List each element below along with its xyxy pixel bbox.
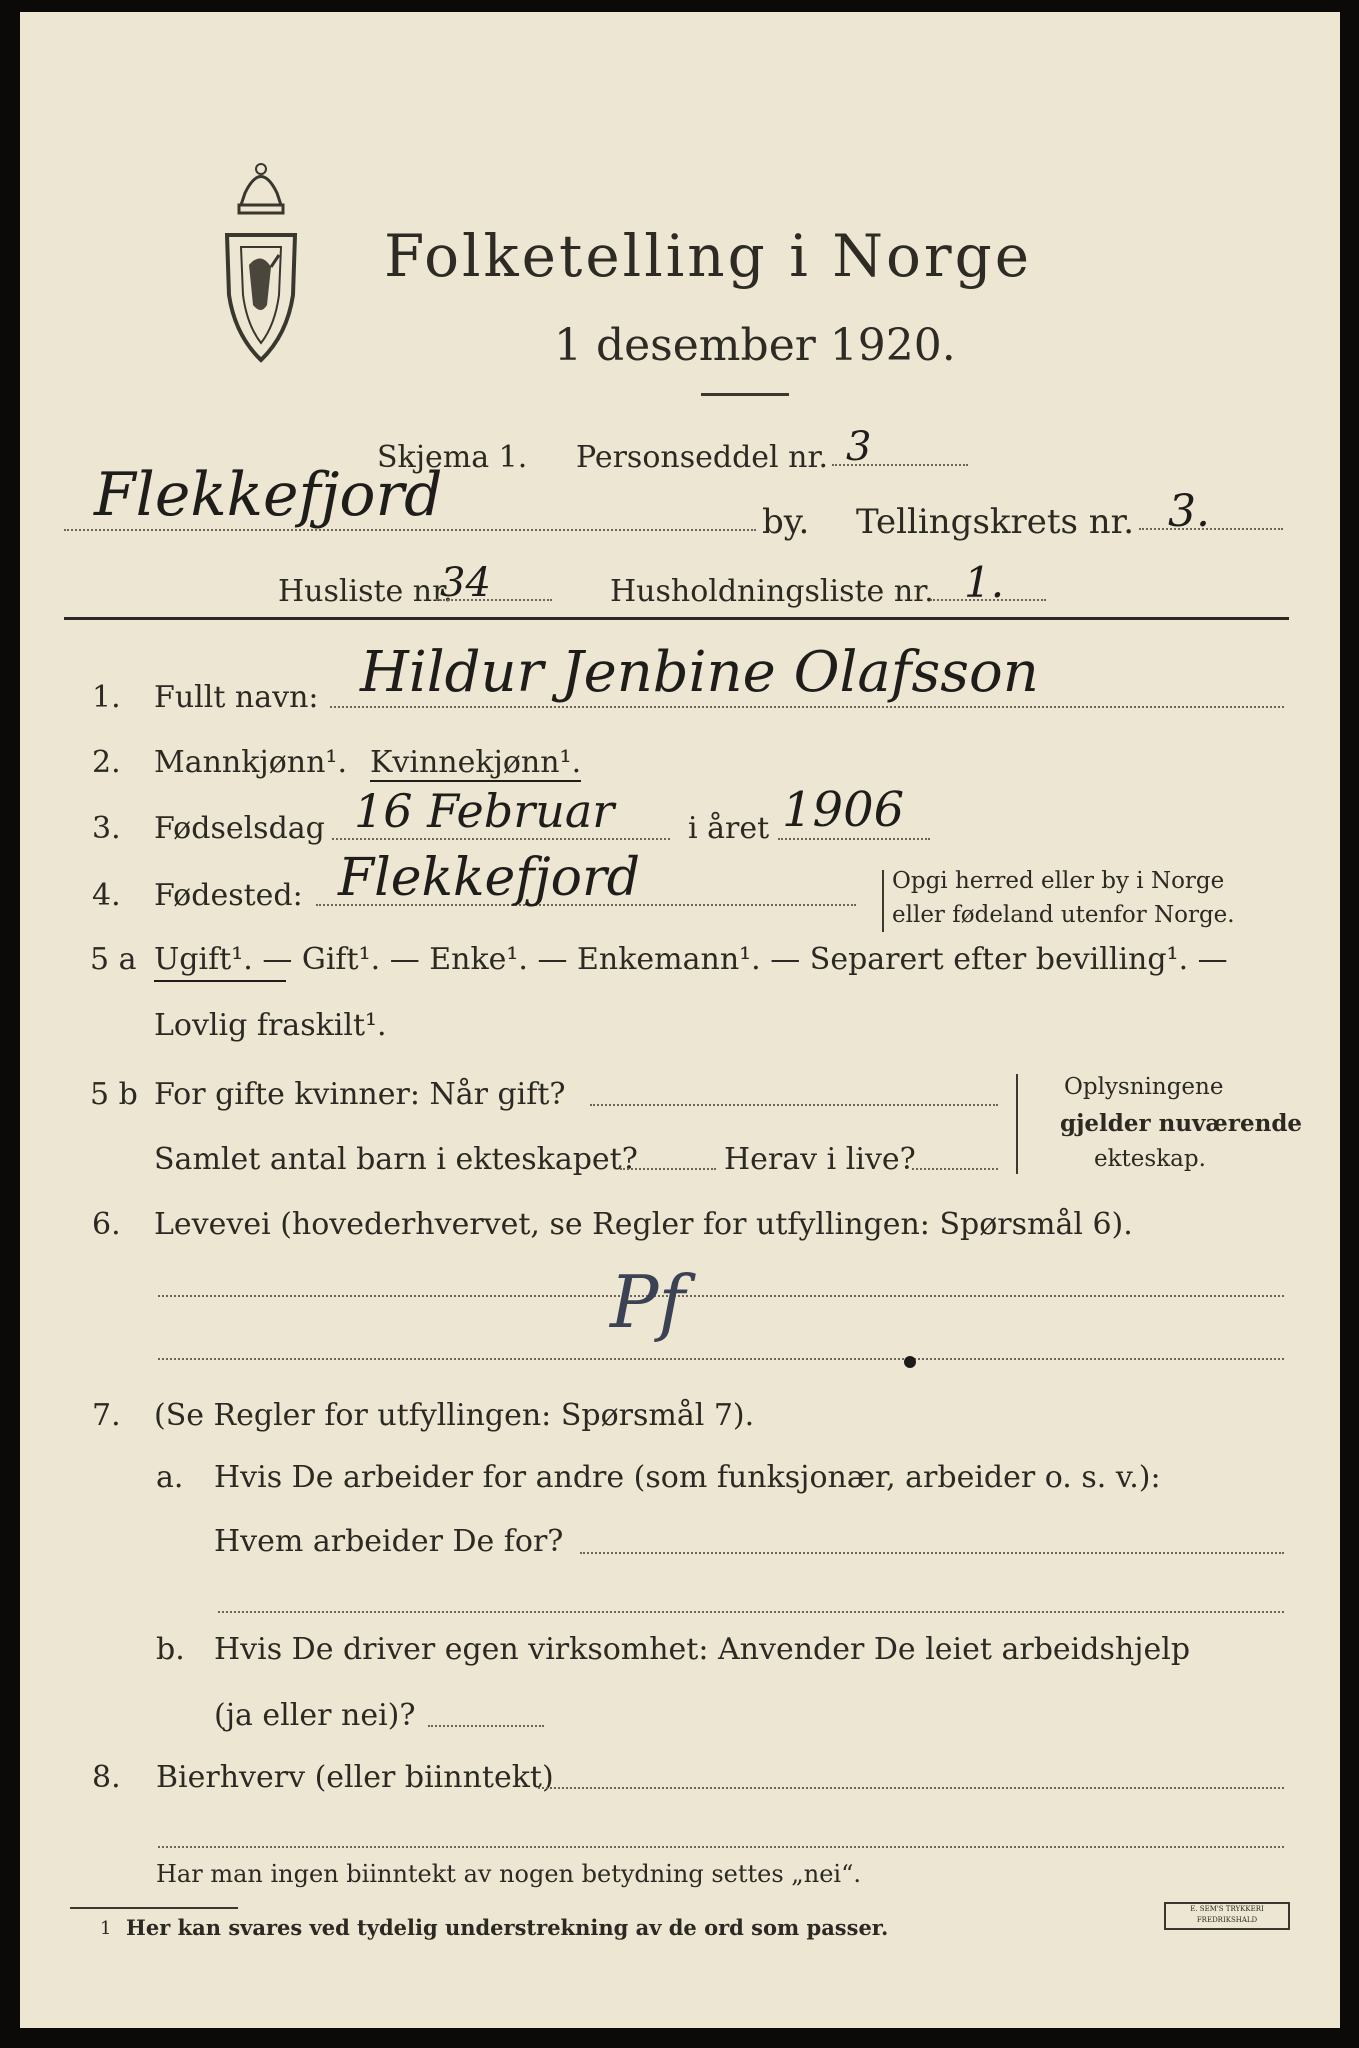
by-label: by. [762,502,810,542]
q3-number: 3. [92,811,121,846]
q8-number: 8. [92,1760,121,1795]
q3-label: Fødselsdag [154,811,325,846]
q8-label: Bierhverv (eller biinntekt) [156,1760,554,1795]
q1-label: Fullt navn: [154,680,319,715]
q8-answer-line-1 [538,1787,1284,1789]
q7b-line2: (ja eller nei)? [214,1698,416,1733]
q7b-letter: b. [156,1632,185,1667]
footnote-text: Her kan svares ved tydelig understrekning av de ord som passer. [126,1915,889,1940]
q4-note-2: eller fødeland utenfor Norge. [892,902,1235,928]
q6-line-2 [158,1358,1284,1360]
male-option[interactable]: Mannkjønn¹. [154,745,347,780]
q6-line-1 [158,1295,1284,1297]
title-rule [701,393,789,396]
husholdning-value[interactable]: 1. [964,558,1005,607]
q5b-married-label: For gifte kvinner: Når gift? [154,1077,566,1112]
header-divider [64,617,1289,620]
q5b-children-line [620,1168,716,1170]
town-line [64,529,756,531]
full-name-value[interactable]: Hildur Jenbine Olafsson [360,640,1039,705]
stamp-line-2: FREDRIKSHALD [1196,1916,1258,1924]
tellingskrets-label: Tellingskrets nr. [856,502,1135,542]
q5b-note-1: Oplysningene [1064,1074,1224,1100]
q1-number: 1. [92,680,121,715]
q5a-number: 5 a [90,942,137,977]
q5b-married-line [590,1104,998,1106]
marital-status-options[interactable]: Ugift¹. — Gift¹. — Enke¹. — Enkemann¹. — Separert efter bevilling¹. — [154,942,1228,977]
q3-year-label: i året [688,811,770,846]
marital-status-line2[interactable]: Lovlig fraskilt¹. [154,1008,387,1043]
q6-number: 6. [92,1207,121,1242]
tellingskrets-value[interactable]: 3. [1168,486,1210,537]
q5b-children-label: Samlet antal barn i ekteskapet? [154,1142,638,1177]
q7a-line2: Hvem arbeider De for? [214,1524,564,1559]
q2-number: 2. [92,745,121,780]
personseddel-value[interactable]: 3 [846,424,872,470]
stamp-line-1: E. SEM'S TRYKKERI [1190,1905,1264,1913]
q4-label: Fødested: [154,878,303,913]
birth-year-value[interactable]: 1906 [782,782,905,838]
ugift-underline [154,980,286,982]
q3-year-line [778,838,930,840]
q3-day-line [332,838,670,840]
form-date: 1 desember 1920. [554,320,956,371]
q5b-alive-label: Herav i live? [724,1142,916,1177]
skjema-label: Skjema 1. [377,440,528,475]
printer-stamp [1164,1902,1290,1930]
form-title: Folketelling i Norge [384,222,1033,290]
birthplace-value[interactable]: Flekkefjord [338,848,641,908]
q7a-answer-line-1 [580,1552,1284,1554]
q7a-letter: a. [156,1460,184,1495]
birth-day-value[interactable]: 16 Februar [354,784,615,838]
q7-number: 7. [92,1398,121,1433]
footnote-rule [70,1907,238,1909]
q4-number: 4. [92,878,121,913]
q4-brace [882,870,884,932]
q4-note-1: Opgi herred eller by i Norge [892,868,1225,894]
coat-of-arms-icon [215,155,307,367]
q7a-line1: Hvis De arbeider for andre (som funksjonær, arbeider o. s. v.): [214,1460,1161,1495]
occupation-value[interactable]: Pf [610,1260,686,1344]
q5b-note-3: ekteskap. [1094,1146,1206,1172]
q7a-answer-line-2 [218,1611,1284,1613]
census-form [20,12,1340,2028]
husliste-value[interactable]: 34 [440,560,491,606]
q5b-alive-line [912,1168,998,1170]
personseddel-label: Personseddel nr. [576,440,829,475]
q8-note: Har man ingen biinntekt av nogen betydning settes „nei“. [156,1860,861,1888]
town-value[interactable]: Flekkefjord [94,460,443,530]
q5b-brace [1016,1074,1018,1174]
female-option[interactable]: Kvinnekjønn¹. [370,745,582,780]
husliste-label: Husliste nr. [278,574,453,609]
q7b-line1: Hvis De driver egen virksomhet: Anvender De leiet arbeidshjelp [214,1632,1191,1667]
q5b-number: 5 b [90,1077,138,1112]
q7-label: (Se Regler for utfyllingen: Spørsmål 7). [154,1398,755,1433]
ink-blot [904,1356,916,1368]
q8-answer-line-2 [158,1846,1284,1848]
q6-label: Levevei (hovederhvervet, se Regler for utfyllingen: Spørsmål 6). [154,1207,1133,1242]
q7b-answer-line [428,1725,544,1727]
husholdning-label: Husholdningsliste nr. [610,574,934,609]
q5b-note-2: gjelder nuværende [1060,1110,1303,1137]
footnote-mark: 1 [100,1918,112,1939]
tellingskrets-line [1139,528,1283,530]
q1-line [330,706,1284,708]
